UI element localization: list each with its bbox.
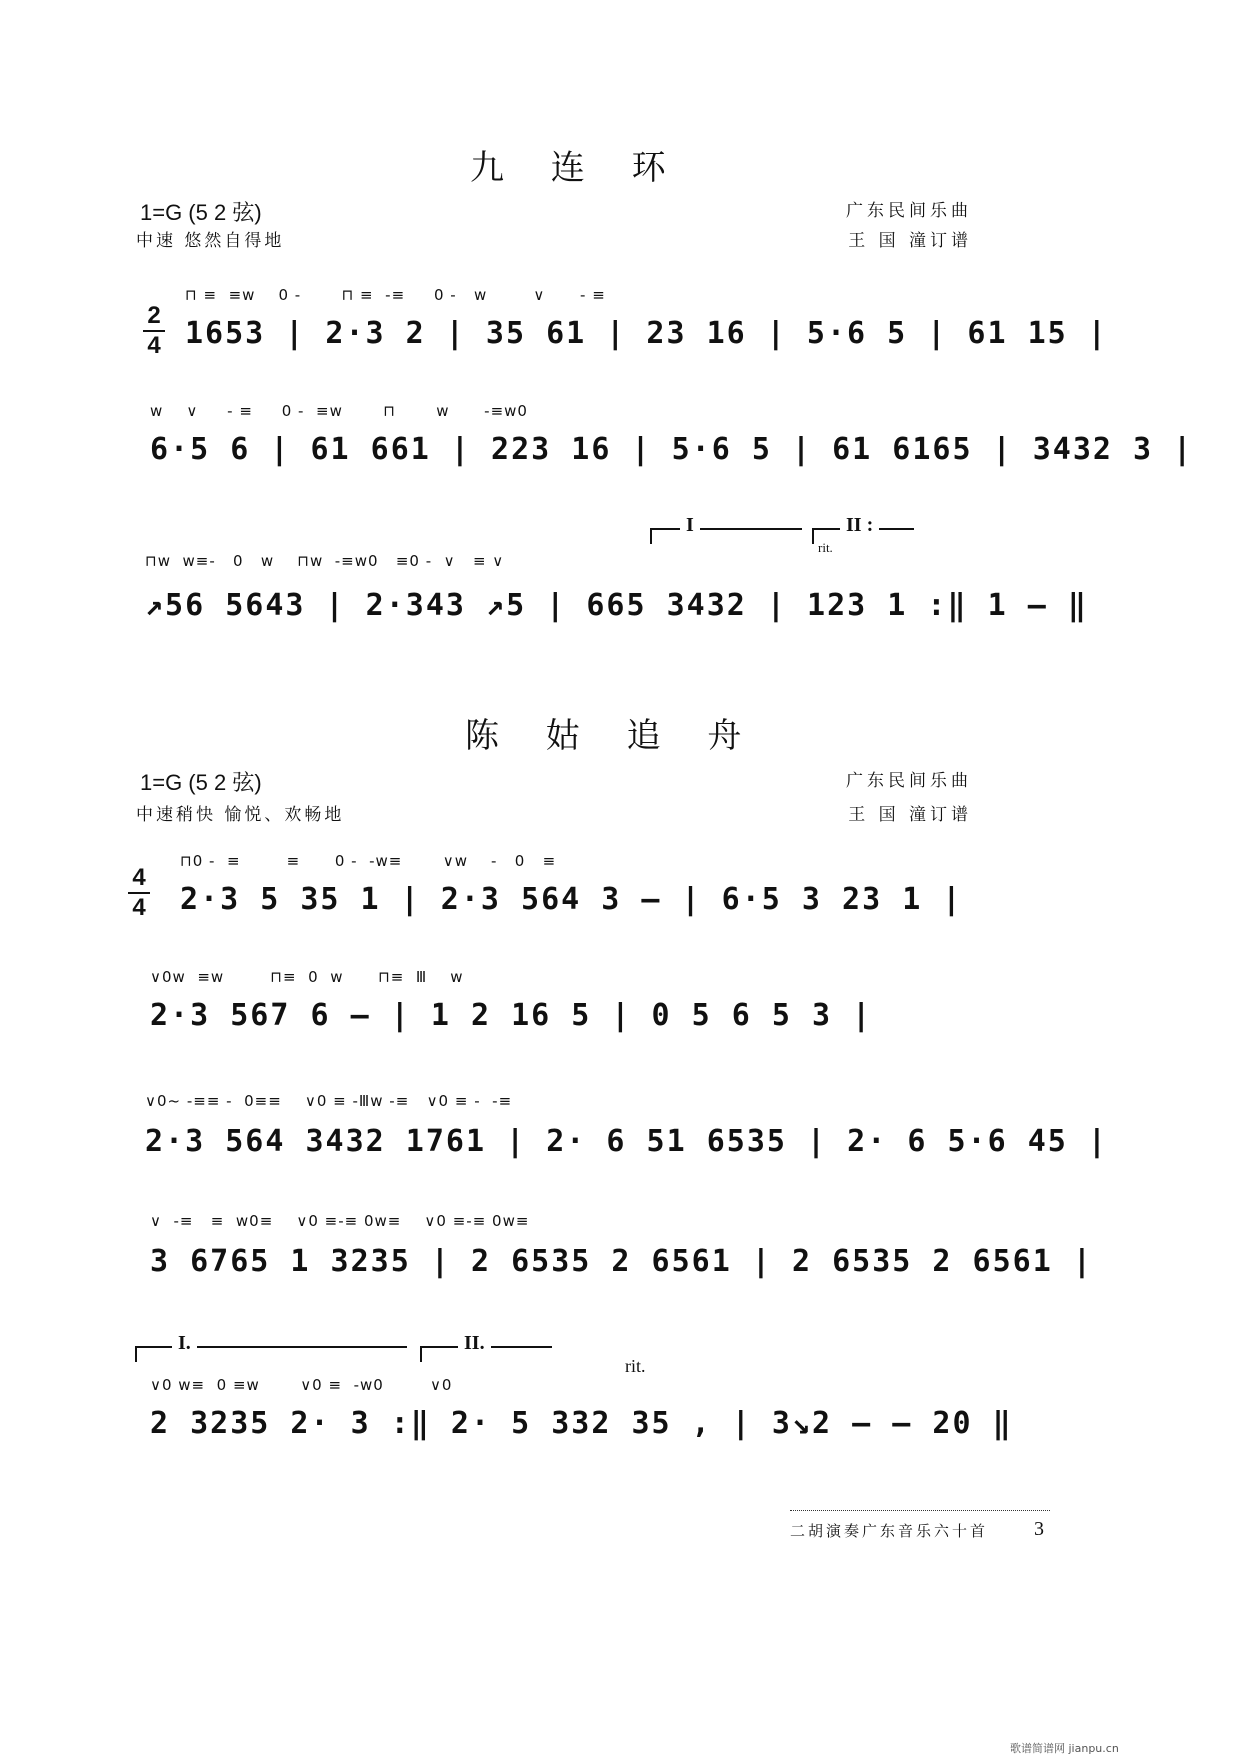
piece1-tempo: 中速 悠然自得地 <box>136 231 285 251</box>
time-signature-bottom: 4 <box>132 894 146 921</box>
piece2-volta1-label: I. <box>172 1332 197 1355</box>
piece1-volta1-label: I <box>680 514 700 537</box>
piece1-origin: 广东民间乐曲 <box>846 201 972 221</box>
piece1-volta2-label: II : <box>840 514 879 537</box>
watermark: 歌谱简谱网 jianpu.cn <box>1010 1742 1119 1755</box>
piece2-line5-notes: 2 3235 2· 3 :‖ 2· 5 332 35 , | 3↘2 — — 20 ‖ <box>150 1406 1013 1441</box>
piece2-line1-notes: 2·3 5 35 1 | 2·3 564 3 — | 6·5 3 23 1 | <box>180 882 963 917</box>
piece1-time-signature <box>143 304 165 358</box>
piece2-volta2-label: II. <box>458 1332 491 1355</box>
piece2-time-signature <box>128 866 150 920</box>
piece1-rit-marking: rit. <box>818 540 833 555</box>
piece2-tempo: 中速稍快 愉悦、欢畅地 <box>136 805 345 825</box>
page-number: 3 <box>1034 1518 1044 1540</box>
time-signature-top: 4 <box>132 864 146 891</box>
piece2-title: 陈 姑 追 舟 <box>465 716 760 756</box>
piece1-line3-marks: ⊓w w≡- 0 w ⊓w -≡w0 ≡0 - ∨ ≡ ∨ <box>145 552 505 570</box>
piece2-line3-notes: 2·3 564 3432 1761 | 2· 6 51 6535 | 2· 6 5·6 45 | <box>145 1124 1108 1159</box>
piece1-key: 1=G (5 2 弦) <box>140 200 262 225</box>
piece1-line1-notes: 1653 | 2·3 2 | 35 61 | 23 16 | 5·6 5 | 61 15 | <box>185 316 1108 351</box>
piece2-key: 1=G (5 2 弦) <box>140 770 262 795</box>
time-signature-bottom: 4 <box>147 332 161 359</box>
piece1-line2-notes: 6·5 6 | 61 661 | 223 16 | 5·6 5 | 61 6165 | 3432 3 | <box>150 432 1194 467</box>
piece1-line2-marks: w ∨ - ≡ 0 - ≡w ⊓ w -≡w0 <box>150 402 528 420</box>
footer-divider <box>790 1510 1050 1511</box>
piece1-line3-notes: ↗56 5643 | 2·343 ↗5 | 665 3432 | 123 1 :‖ 1 — ‖ <box>145 588 1088 623</box>
piece2-line2-notes: 2·3 567 6 — | 1 2 16 5 | 0 5 6 5 3 | <box>150 998 873 1033</box>
piece2-line3-marks: ∨0~ -≡≡ - 0≡≡ ∨0 ≡ -Ⅲw -≡ ∨0 ≡ - -≡ <box>145 1092 513 1110</box>
piece2-line2-marks: ∨0w ≡w ⊓≡ 0 w ⊓≡ Ⅲ w <box>150 968 464 986</box>
time-signature-top: 2 <box>147 302 161 329</box>
piece1-volta1-bracket <box>650 528 802 544</box>
piece2-line5-marks: ∨0 w≡ 0 ≡w ∨0 ≡ -w0 ∨0 <box>150 1376 453 1394</box>
piece2-line1-marks: ⊓0 - ≡ ≡ 0 - -w≡ ∨w - 0 ≡ <box>180 852 557 870</box>
footer-book-title: 二胡演奏广东音乐六十首 <box>790 1522 989 1540</box>
piece2-line4-notes: 3 6765 1 3235 | 2 6535 2 6561 | 2 6535 2 6561 | <box>150 1244 1093 1279</box>
piece2-arranger: 王 国 潼订谱 <box>848 805 972 825</box>
piece1-line1-marks: ⊓ ≡ ≡w 0 - ⊓ ≡ -≡ 0 - w ∨ - ≡ <box>185 286 606 304</box>
piece1-title: 九 连 环 <box>470 148 684 188</box>
piece1-arranger: 王 国 潼订谱 <box>848 231 972 251</box>
piece2-line4-marks: ∨ -≡ ≡ w0≡ ∨0 ≡-≡ 0w≡ ∨0 ≡-≡ 0w≡ <box>150 1212 530 1230</box>
piece2-rit-marking: rit. <box>625 1356 646 1376</box>
piece2-origin: 广东民间乐曲 <box>846 771 972 791</box>
